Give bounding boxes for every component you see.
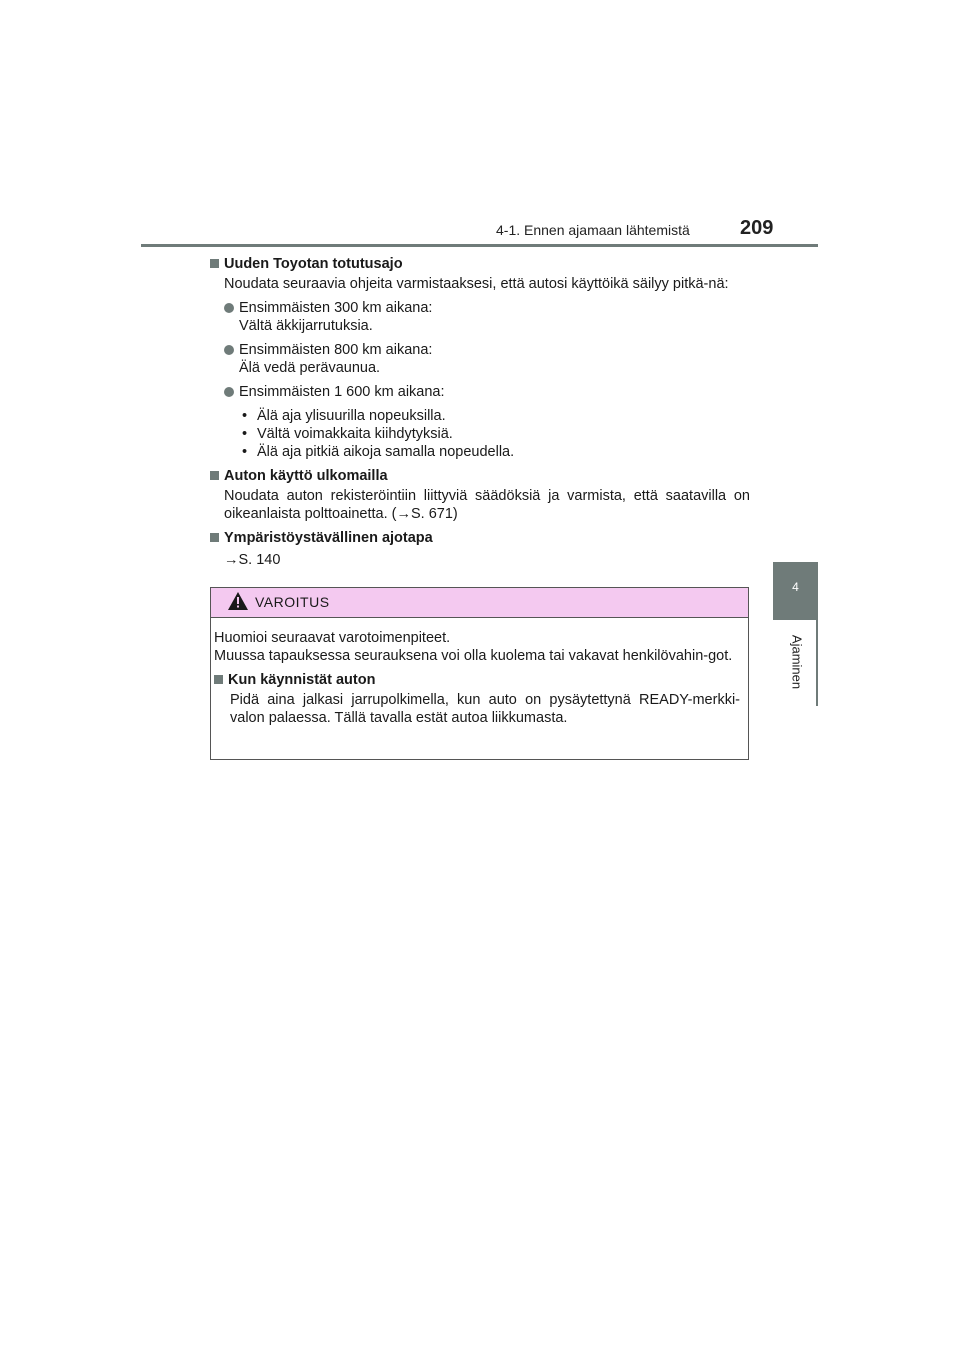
warning-intro: Huomioi seuraavat varotoimenpiteet. bbox=[214, 630, 451, 646]
square-bullet-icon bbox=[210, 533, 219, 542]
round-bullet-icon bbox=[224, 345, 234, 355]
header-divider bbox=[141, 244, 818, 247]
warning-subsection-heading: Kun käynnistät auton bbox=[214, 671, 740, 689]
warning-box bbox=[210, 587, 749, 760]
chapter-side-rule bbox=[816, 620, 818, 706]
sub-list bbox=[210, 407, 750, 461]
section-heading: Ympäristöystävällinen ajotapa bbox=[210, 529, 750, 547]
warning-triangle-icon bbox=[228, 592, 248, 610]
page-reference-link[interactable]: →S. 140 bbox=[224, 552, 281, 568]
section-heading: Uuden Toyotan totutusajo bbox=[210, 255, 750, 273]
square-bullet-icon bbox=[210, 471, 219, 480]
square-bullet-icon bbox=[214, 675, 223, 684]
round-bullet-icon bbox=[224, 303, 234, 313]
warning-header bbox=[211, 588, 748, 618]
chapter-number: 4 bbox=[792, 580, 799, 594]
main-content bbox=[210, 255, 750, 569]
square-bullet-icon bbox=[210, 259, 219, 268]
page-number: 209 bbox=[740, 217, 774, 239]
warning-body bbox=[211, 618, 748, 727]
section-text: Noudata seuraavia ohjeita varmistaaksesi, että autosi käyttöikä säilyy pitkä-nä: bbox=[224, 276, 729, 292]
chapter-label: Ajaminen bbox=[789, 634, 805, 690]
sub-list-item: • Älä aja ylisuurilla nopeuksilla. bbox=[242, 408, 446, 424]
sub-list-item: • Vältä voimakkaita kiihdytyksiä. bbox=[242, 426, 453, 442]
warning-intro: Muussa tapauksessa seurauksena voi olla kuolema tai vakavat henkilövahin-got. bbox=[214, 648, 733, 664]
section-heading: Auton käyttö ulkomailla bbox=[210, 467, 750, 485]
list-item: Ensimmäisten 300 km aikana: Vältä äkkijarrutuksia. bbox=[210, 299, 750, 335]
sub-list-item: • Älä aja pitkiä aikoja samalla nopeudella. bbox=[242, 444, 515, 460]
list-item: Ensimmäisten 800 km aikana: Älä vedä perävaunua. bbox=[210, 341, 750, 377]
chapter-tab bbox=[773, 562, 818, 620]
list-item: Ensimmäisten 1 600 km aikana: bbox=[210, 383, 750, 401]
section-text: Noudata auton rekisteröintiin liittyviä säädöksiä ja varmista, että saatavilla on oikeanlaista polttoainetta. (→S. 671) bbox=[224, 488, 750, 522]
warning-subsection-text: Pidä aina jalkasi jarrupolkimella, kun auto on pysäytettynä READY-merkki-valon palaessa. Tällä tavalla estät autoa liikkumasta. bbox=[230, 692, 740, 726]
header-section-title: 4-1. Ennen ajamaan lähtemistä bbox=[496, 222, 690, 238]
warning-title: VAROITUS bbox=[255, 594, 330, 610]
round-bullet-icon bbox=[224, 387, 234, 397]
